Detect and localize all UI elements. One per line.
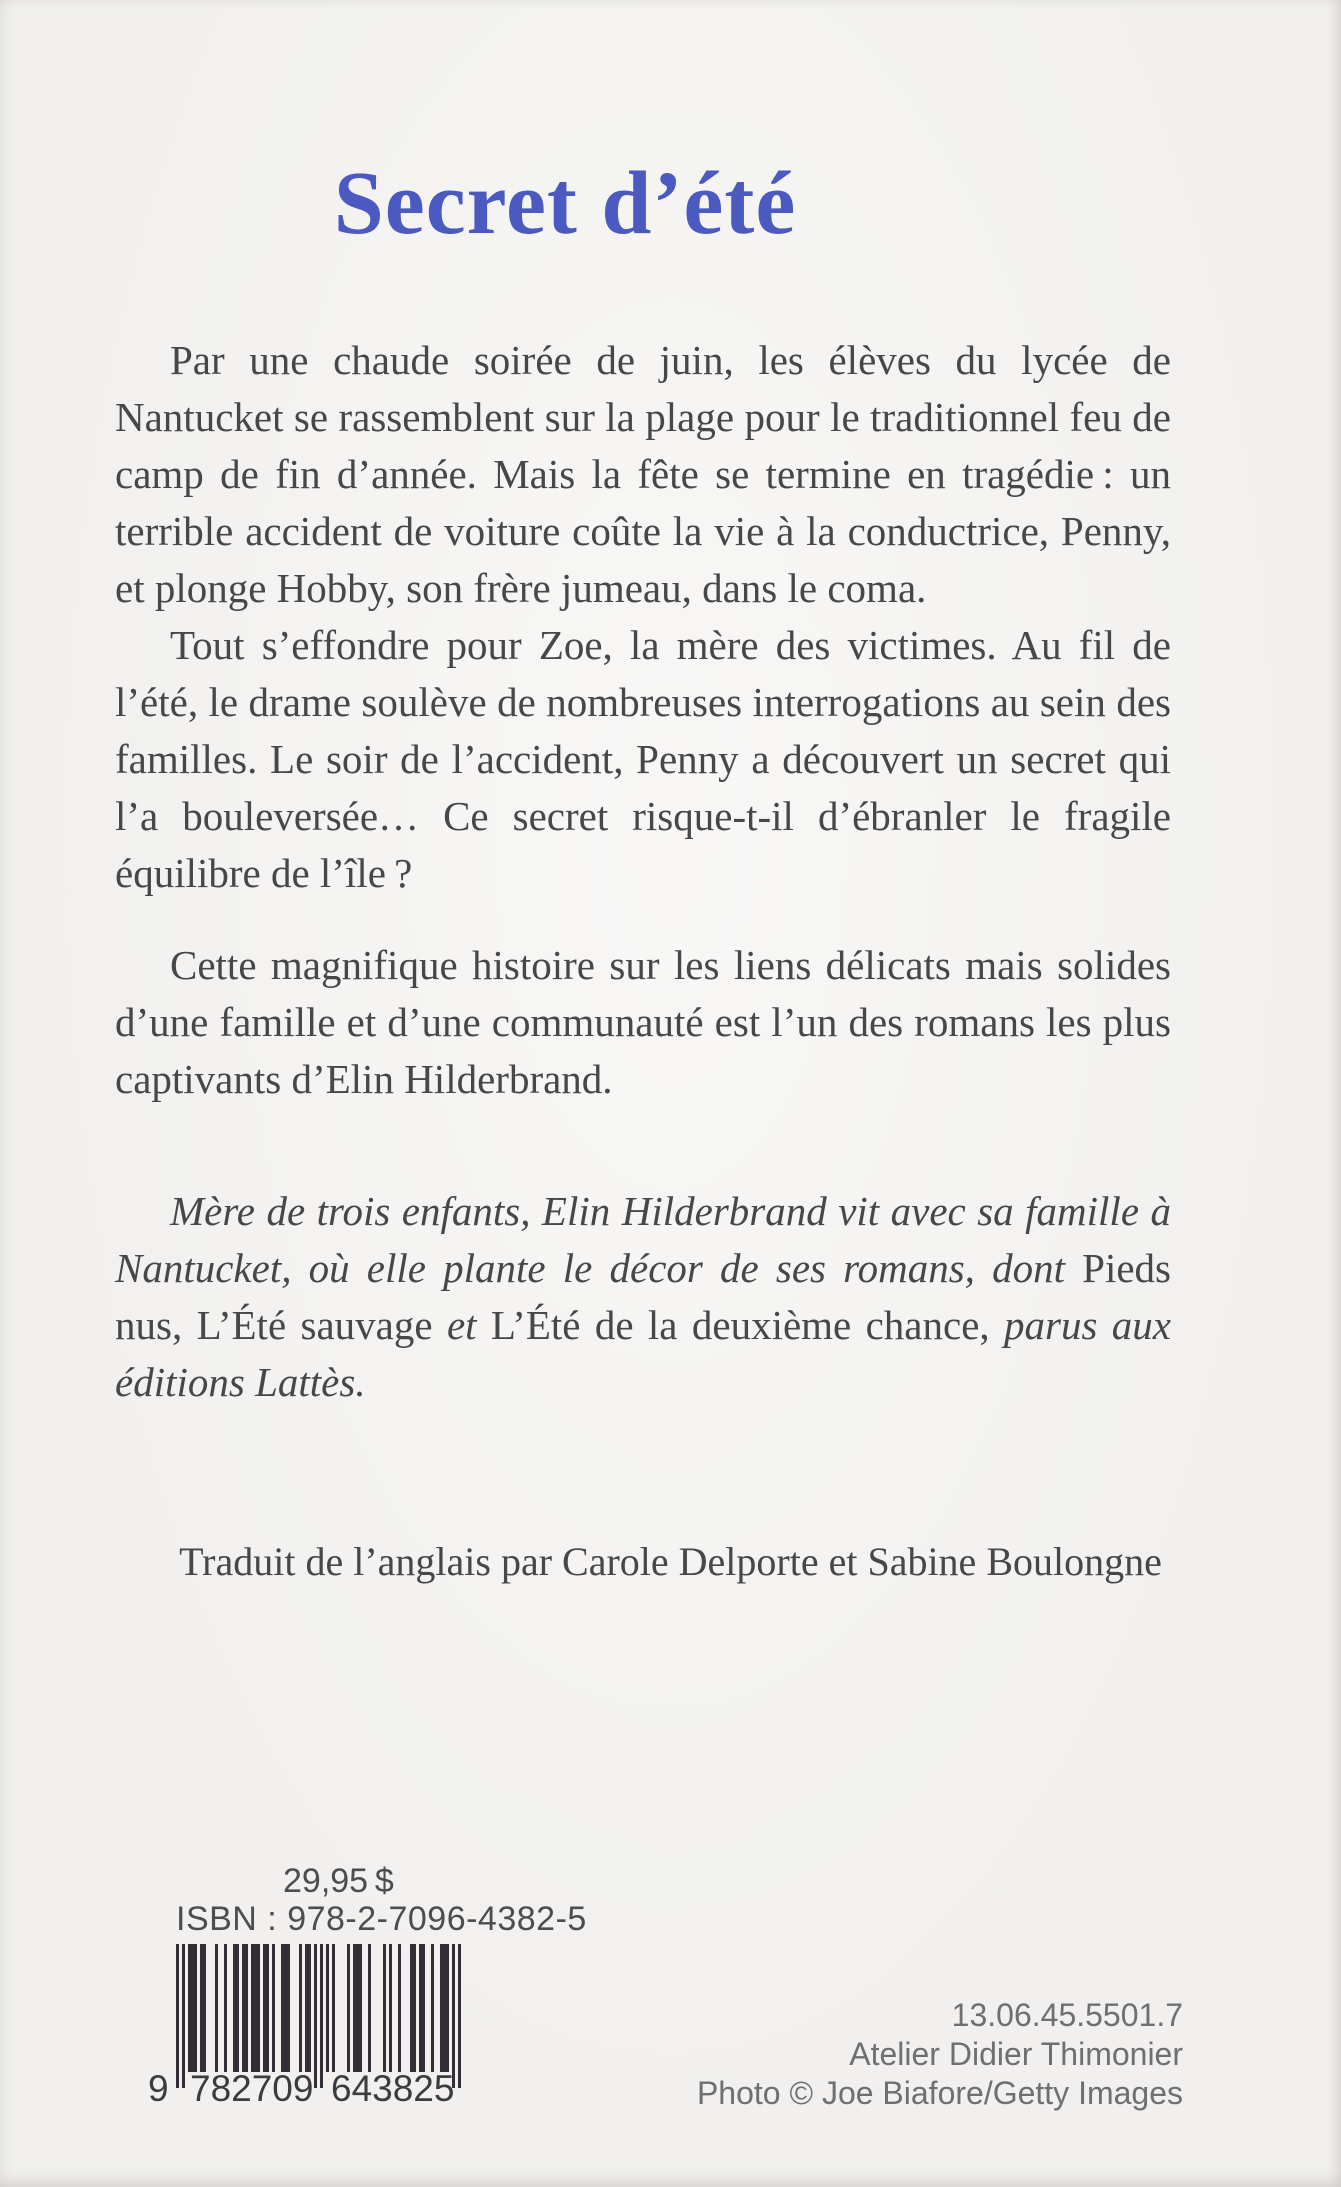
synopsis-paragraph-2: Tout s’effondre pour Zoe, la mère des victimes. Au fil de l’été, le drame soulève de nombreuses interrogations au sein des familles. Le soir de l’accident, Penny a découvert un secret qui l’a bouleversée… Ce secret risque-t-il d’ébranler le fragile équilibre de l’île ? [115,622,1171,896]
cover-design-credit: Atelier Didier Thimonier [849,2036,1183,2072]
barcode-digits-left-group: 782709 [190,2068,314,2109]
isbn-number: ISBN : 978-2-7096-4382-5 [176,1900,587,1938]
author-bio-italic-2: et [446,1302,491,1348]
barcode-area [148,1944,461,2109]
publisher-reference-code: 13.06.45.5501.7 [951,1997,1183,2033]
barcode-digits-right-group: 643825 [331,2068,455,2109]
author-bio [115,1183,1171,1411]
synopsis-paragraph-1: Par une chaude soirée de juin, les élèves du lycée de Nantucket se rassemblent sur la plage pour le traditionnel feu de camp de fin d’année. Mais la fête se termine en tragédie : un terrible accident de voiture coûte la vie à la conductrice, Penny, et plonge Hobby, son frère jumeau, dans le coma. [115,337,1171,611]
barcode-digit-first: 9 [148,2068,169,2109]
photo-credit: Photo © Joe Biafore/Getty Images [696,2075,1183,2111]
synopsis-paragraph-3: Cette magnifique histoire sur les liens délicats mais solides d’une famille et d’une communauté est l’un des romans les plus captivants d’Elin Hilderbrand. [115,942,1171,1102]
author-bio-book-titles-2: L’Été de la deuxième chance, [490,1302,1005,1348]
book-title: Secret d’été [333,154,797,254]
ean13-barcode [176,1944,461,2088]
barcode-digits [148,2068,461,2109]
price: 29,95 $ [283,1862,394,1900]
author-bio-book-titles-1: Pieds nus, L’Été sauvage [115,1245,1171,1348]
author-bio-italic-3: parus aux éditions Lattès. [115,1302,1172,1405]
publisher-credits [697,1996,1183,2113]
author-bio-italic-1: Mère de trois enfants, Elin Hilderbrand vit avec sa famille à Nantucket, où elle plante le décor de ses romans, dont [115,1188,1171,1291]
synopsis-block [115,332,1171,1411]
translator-credit: Traduit de l’anglais par Carole Delporte et Sabine Boulongne [179,1539,1162,1584]
